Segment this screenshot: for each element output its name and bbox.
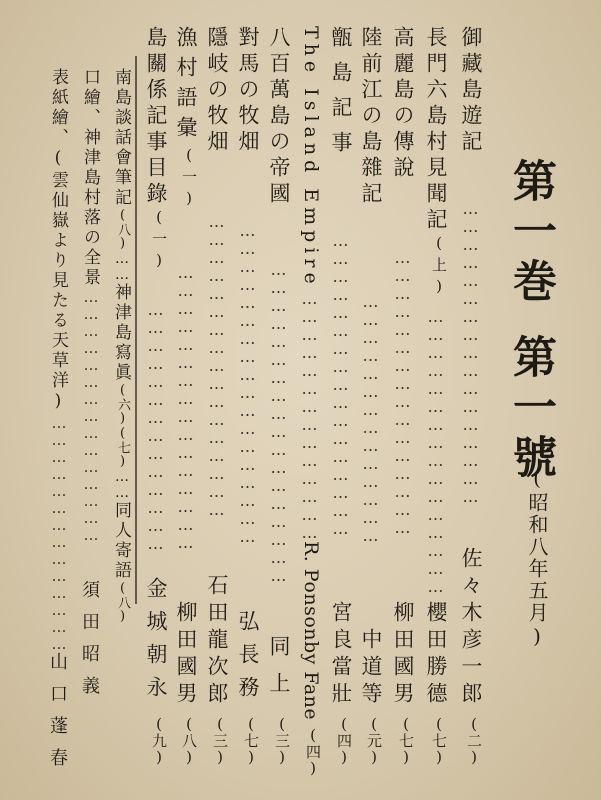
dot-leader: ………………………………………………	[238, 221, 257, 545]
toc-entry-7[interactable]	[268, 26, 289, 766]
sub-entry-author: 山口蓬春	[47, 652, 68, 780]
dot-leader: ……………………………………	[50, 414, 68, 652]
toc-entry-11[interactable]	[145, 26, 166, 766]
entry-author: 同上	[267, 635, 291, 709]
sub-entry-author: 須田昭義	[79, 580, 100, 708]
toc-entry-1[interactable]	[460, 26, 481, 766]
entry-page: (三)	[211, 715, 229, 766]
dot-leader: ……………………………………	[146, 299, 165, 552]
entry-author: 石田龍次郎	[205, 574, 229, 709]
volume-title	[505, 158, 556, 484]
entry-title-suffix: (上)	[430, 234, 448, 300]
entry-page: (七)	[242, 715, 260, 766]
toc-entry-5[interactable]	[330, 26, 351, 766]
sub-entry-page-3: (八)	[115, 581, 130, 624]
entry-title-suffix: (一)	[180, 146, 198, 212]
toc-entry-3[interactable]	[392, 26, 413, 766]
dot-leader: …………………………………………	[393, 247, 412, 536]
toc-entry-6[interactable]	[299, 26, 322, 777]
dot-leader: ……………………………………	[361, 292, 380, 544]
dot-leader: ……………………………………………	[331, 230, 350, 537]
entry-author: 弘長務	[236, 610, 260, 709]
sub-entry-title: 南島談話會筆記	[111, 68, 131, 208]
toc-entry-8[interactable]	[237, 26, 258, 766]
dot-leader: …………………………………………	[176, 262, 195, 551]
toc-entry-2[interactable]	[425, 26, 446, 766]
entry-title: 隱岐の牧畑	[205, 26, 229, 156]
sub-entry-title: 口繪、神津島村落の全景	[80, 68, 100, 288]
column-divider	[135, 56, 137, 604]
entry-page: (二)	[465, 715, 483, 766]
entry-title: 對馬の牧畑	[236, 26, 260, 156]
dot-leader: ………………………………………	[82, 288, 100, 543]
entry-title: 長門六島村見聞記	[424, 26, 448, 234]
sub-entry-title: 表紙繪、(雲仙嶽より見たる天草洋)	[48, 68, 68, 414]
entry-title: 漁村語彙	[174, 26, 198, 146]
toc-sub-entry-2[interactable]	[80, 68, 98, 708]
entry-page: (七)	[397, 715, 415, 766]
dot-leader: ………………………………………………	[269, 259, 288, 584]
entry-author: 櫻田勝德	[424, 601, 448, 709]
entry-author: 佐々木彦一郎	[459, 547, 483, 709]
toc-sub-entry-3[interactable]	[47, 68, 68, 780]
entry-page: (九)	[150, 715, 168, 766]
toc-entry-10[interactable]	[175, 26, 196, 766]
sub-entry-title-2: 神津島寫眞	[111, 283, 131, 383]
volume-label: 第一巻	[505, 158, 556, 308]
dot-leader: ……	[114, 251, 130, 283]
entry-title: 甑島記事	[329, 26, 353, 166]
toc-sub-entry-1[interactable]	[111, 68, 131, 624]
entry-title: 高麗島の傳說	[391, 26, 415, 182]
sub-entry-page-2: (六)(七)	[115, 383, 130, 469]
entry-author: 柳田國男	[391, 601, 415, 709]
entry-page: (七)	[430, 715, 448, 766]
entry-page: (八)	[180, 715, 198, 766]
dot-leader: ……………………………………………	[461, 198, 480, 505]
dot-leader: ……………………………………	[300, 288, 319, 541]
entry-title: 八百萬島の帝國	[267, 26, 291, 208]
entry-page: (四)	[335, 715, 353, 766]
toc-entry-4[interactable]	[360, 26, 381, 766]
entry-title: 陸前江の島雜記	[359, 26, 383, 208]
entry-author: 金城朝永	[144, 577, 168, 709]
sub-entry-title-3: 同人寄語	[111, 501, 131, 581]
toc-entry-9[interactable]	[206, 26, 227, 766]
entry-author: 中道等	[359, 628, 383, 709]
entry-title: 島關係記事目錄	[144, 26, 168, 208]
entry-title: The Island Empire	[300, 26, 322, 289]
dot-leader: ……………………………………………	[207, 212, 226, 518]
entry-author: R. Ponsonby Fane	[300, 540, 322, 720]
issue-date: (昭和八年五月)	[525, 466, 549, 650]
entry-page: (三)	[273, 715, 291, 766]
entry-author: 柳田國男	[174, 601, 198, 709]
dot-leader: …………………………………………	[426, 306, 445, 595]
entry-title: 御藏島遊記	[459, 26, 483, 156]
issue-label: 第一號	[505, 334, 556, 484]
entry-page: (元)	[365, 715, 383, 766]
entry-page: (四)	[304, 725, 322, 777]
entry-title-suffix: (一)	[150, 208, 168, 274]
entry-author: 宮良當壯	[329, 601, 353, 709]
sub-entry-page: (八)	[115, 208, 130, 251]
dot-leader: ……	[114, 469, 130, 501]
